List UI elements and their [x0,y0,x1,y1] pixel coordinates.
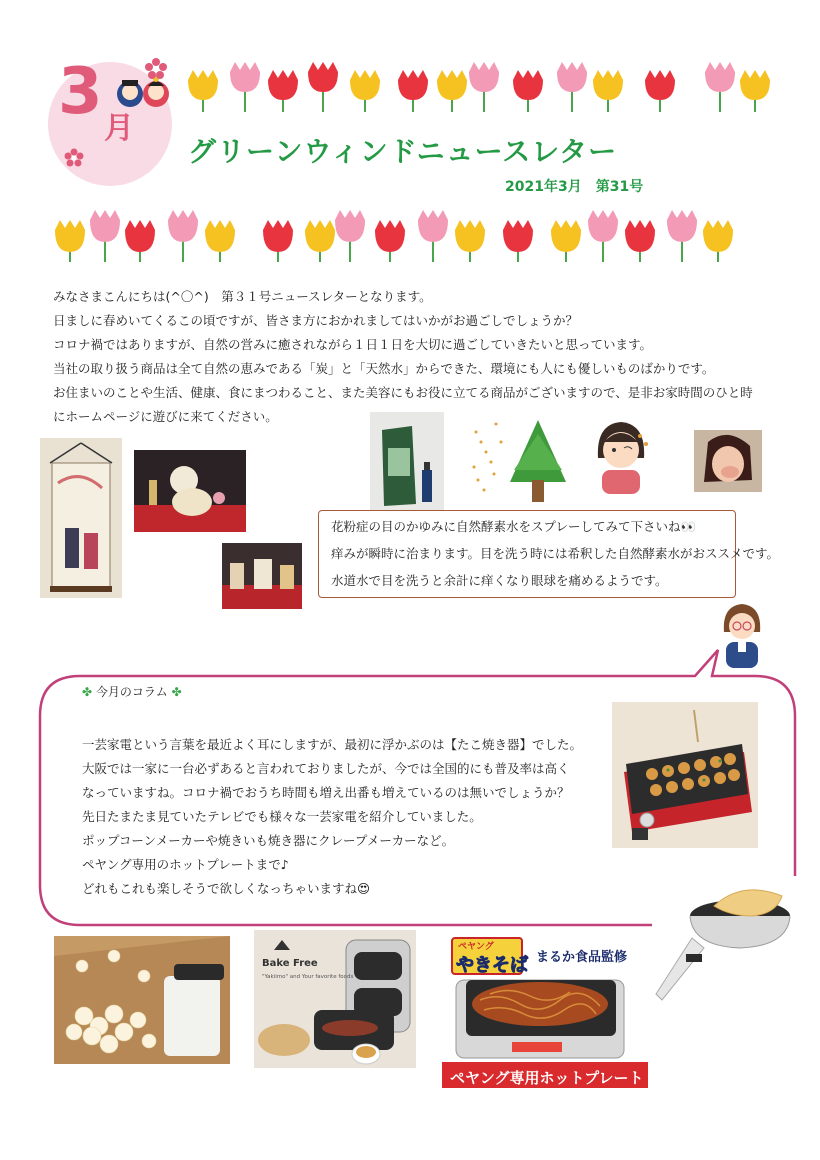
hayfever-note [318,510,780,598]
intro-line: にホームページに遊びに来てください。 [53,409,278,424]
bake-free-label: Bake Free [262,958,318,969]
note-line: 花粉症の目のかゆみに自然酵素水をスプレーしてみて下さいね👀 [331,519,697,534]
column-heading [82,683,182,700]
clover-icon: ✤ [171,685,182,699]
intro-line: 当社の取り扱う商品は全て自然の恵みである「炭」と「天然水」からできた、環境にも人にも優しいものばかりです。 [53,361,715,376]
takoyaki-maker-photo [612,702,758,848]
peyoung-small-label: ペヤング [458,942,494,952]
tulip-border-top [180,52,780,122]
hina-dolls-photo [134,450,246,532]
intro-line: コロナ禍ではありますが、自然の営みに癒されながら１日１日を大切に過ごしていきたいと思っています。 [53,337,653,352]
plum-flower-icon [145,58,167,80]
yakisoba-logo: やきそば [456,955,528,976]
column-line: ポップコーンメーカーや焼きいも焼き器にクレープメーカーなど。 [82,833,455,848]
intro-line: お住まいのことや生活、健康、食にまつわること、また美容にもお役に立てる商品がございますので、是非お家時間のひと時 [53,385,753,400]
month-number: 3 [58,55,103,129]
teacher-illustration-icon [718,602,766,670]
hina-set-photo [222,543,302,609]
peyoung-banner-label: ペヤング専用ホットプレート [450,1069,644,1087]
column-line: なっていますね。コロナ禍でおうち時間も増え出番も増えているのは無いでしょうか？ [82,785,570,800]
tulip-border-bottom [50,200,750,270]
month-kanji: 月 [104,111,134,146]
hanging-scroll-photo [40,438,122,598]
pollen-tree-icon [466,412,576,508]
newsletter-title: グリーンウィンドニュースレター [188,135,618,168]
intro-line: 日ましに春めいてくるこの頃ですが、皆さま方におかれましてはいかがお過ごしでしょうか？ [53,313,579,328]
column-body [82,733,582,901]
column-line: どれもこれも楽しそうで欲しくなっちゃいますね😍 [82,881,371,896]
enzyme-water-product-photo [370,412,444,512]
column-heading-label: 今月のコラム [95,685,168,699]
person-photo [694,430,762,492]
hayfever-girl-icon [588,418,654,494]
column-line: 一芸家電という言葉を最近よく耳にしますが、最初に浮かぶのは【たこ焼き器】でした。 [82,737,583,752]
plum-flower-icon [64,148,84,168]
crepe-maker-photo [652,876,802,1026]
clover-icon: ✤ [82,685,93,699]
column-line: 大阪では一家に一台必ずあると言われておりましたが、今では全国的にも普及率は高く [82,761,570,776]
column-line: ペヤング専用のホットプレートまで♪ [82,857,289,872]
note-line: 痒みが瞬時に治まります。目を洗う時には希釈した自然酵素水がおススメです。 [331,546,780,561]
intro-text [53,285,773,429]
issue-number: 2021年3月 第31号 [505,179,644,195]
note-line: 水道水で目を洗うと余計に痒くなり眼球を痛めるようです。 [331,573,668,588]
bake-free-sub-label: "Yakiimo" and Your favorite foods [262,974,354,980]
column-line: 先日たまたま見ていたテレビでも様々な一芸家電を紹介していました。 [82,809,482,824]
popcorn-maker-photo [54,936,230,1064]
maruka-label: まるか食品監修 [536,950,628,965]
peyoung-hotplate-photo [440,934,652,1092]
bake-free-photo [254,930,416,1068]
intro-line: みなさまこんにちは(^〇^) 第３１号ニュースレターとなります。 [53,289,432,304]
